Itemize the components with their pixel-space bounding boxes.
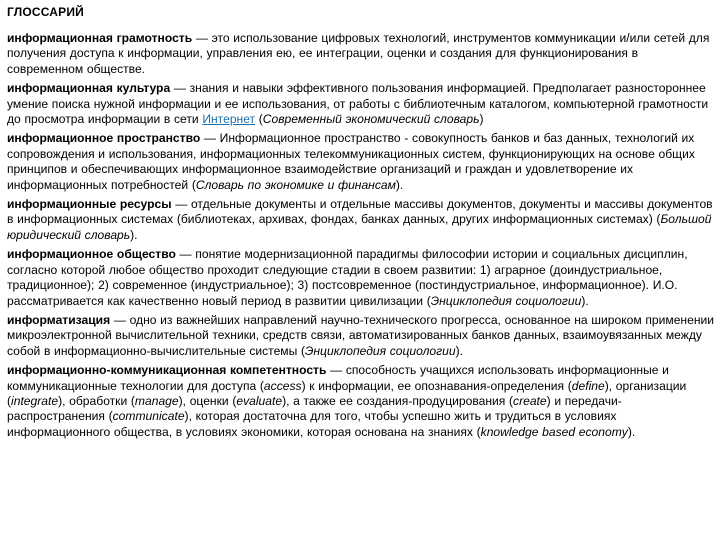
source-reference: Современный экономический словарь — [262, 112, 480, 127]
glossary-entry-ict-competence — [7, 363, 715, 440]
internet-link[interactable]: Интернет — [202, 112, 256, 127]
definition-text: ) и передачи-распространения ( — [7, 393, 622, 424]
english-term: communicate — [112, 409, 185, 424]
english-term: integrate — [11, 393, 59, 408]
glossary-entry-information-society — [7, 247, 715, 309]
glossary-term: информационно-коммуникационная компетентность — [7, 363, 327, 378]
english-term: evaluate — [236, 393, 283, 408]
glossary-term: информационное общество — [7, 247, 176, 262]
source-reference: Большой юридический словарь — [7, 212, 712, 242]
glossary-entry-information-resources — [7, 197, 715, 243]
definition-text: ). — [395, 177, 404, 192]
glossary-entry-information-culture — [7, 81, 715, 127]
definition-text: ), организации ( — [7, 378, 687, 408]
definition-text: ). — [130, 227, 138, 242]
glossary-definition: — это использование цифровых технологий, инструментов коммуникации и/или сетей для получения доступа к информации, управления ею, ее интеграции, оценки и создания для функционирования в современном обществе. — [7, 31, 710, 76]
glossary-term: информатизация — [7, 312, 111, 327]
glossary-definition: — отдельные документы и отдельные массивы документов, документы и массивы документов в информационных системах (библиотеках, архивах, фондах, банках данных, других информационных системах) ( — [7, 197, 713, 227]
glossary-definition: — одно из важнейших направлений научно-технического прогресса, основанное на широком применении микроэлектронной вычислительной техники, средств связи, автоматизированных банков данных, взаимоувязанных между собой в информационно-вычислительные системы ( — [7, 312, 715, 358]
definition-text: ). — [627, 424, 636, 439]
glossary-term: информационная грамотность — [7, 31, 193, 45]
definition-text: ) к информации, ее опознавания-определения ( — [301, 378, 572, 393]
glossary-term: информационная культура — [7, 81, 171, 96]
definition-text: ) — [479, 112, 484, 127]
source-reference: Энциклопедия социологии — [430, 293, 582, 308]
glossary-definition: — понятие модернизационной парадигмы философии истории и социальных дисциплин, согласно которой любое общество проходит следующие стадии в своем развитии: 1) аграрное (доиндустриальное, традиционное); 2) современное (индустриальное); 3) постсовременное (постиндустриальное, информационное). И.О. рассматривается как качественно новый период в развитии цивилизации ( — [7, 247, 688, 308]
definition-text: ), а также ее создания-продуцирования ( — [282, 393, 514, 408]
glossary-definition: — знания и навыки эффективного пользования информацией. Предполагает разностороннее умение поиска нужной информации и ее использования, от работы с библиотечным каталогом, компьютерной грамотности до просмотра информации в сети — [7, 81, 709, 127]
definition-text: ), которая достаточна для того, чтобы успешно жить и трудиться в условиях информационного общества, в условиях экономики, которая основана на знаниях ( — [7, 409, 617, 439]
english-term: manage — [134, 393, 179, 408]
definition-text: ). — [455, 343, 463, 358]
english-term: knowledge based economy — [480, 424, 628, 439]
definition-text: ), оценки ( — [178, 393, 237, 408]
english-term: access — [263, 378, 302, 393]
glossary-term: информационное пространство — [7, 131, 201, 146]
english-term: create — [513, 393, 547, 408]
definition-text: ), обработки ( — [58, 393, 135, 408]
source-reference: Словарь по экономике и финансам — [195, 177, 396, 192]
definition-text: ( — [255, 112, 263, 127]
english-term: define — [571, 378, 605, 393]
glossary-term: информационные ресурсы — [7, 197, 172, 212]
glossary-definition: — способность учащихся использовать информационные и коммуникационные технологии для доступа ( — [7, 363, 669, 393]
source-reference: Энциклопедия социологии — [305, 343, 456, 358]
glossary-entry-information-literacy — [7, 31, 715, 77]
definition-text: ). — [581, 293, 589, 308]
glossary-definition: — Информационное пространство - совокупность банков и баз данных, технологий их сопровождения и использования, информационных телекоммуникационных систем, функционирующих на основе общих принципов и обеспечивающих информационное взаимодействие организаций и граждан и удовлетворение их информационных потребностей ( — [7, 131, 695, 192]
glossary-entry-information-space — [7, 131, 715, 193]
page-title: ГЛОССАРИЙ — [7, 5, 85, 19]
glossary-entry-informatization — [7, 313, 715, 359]
